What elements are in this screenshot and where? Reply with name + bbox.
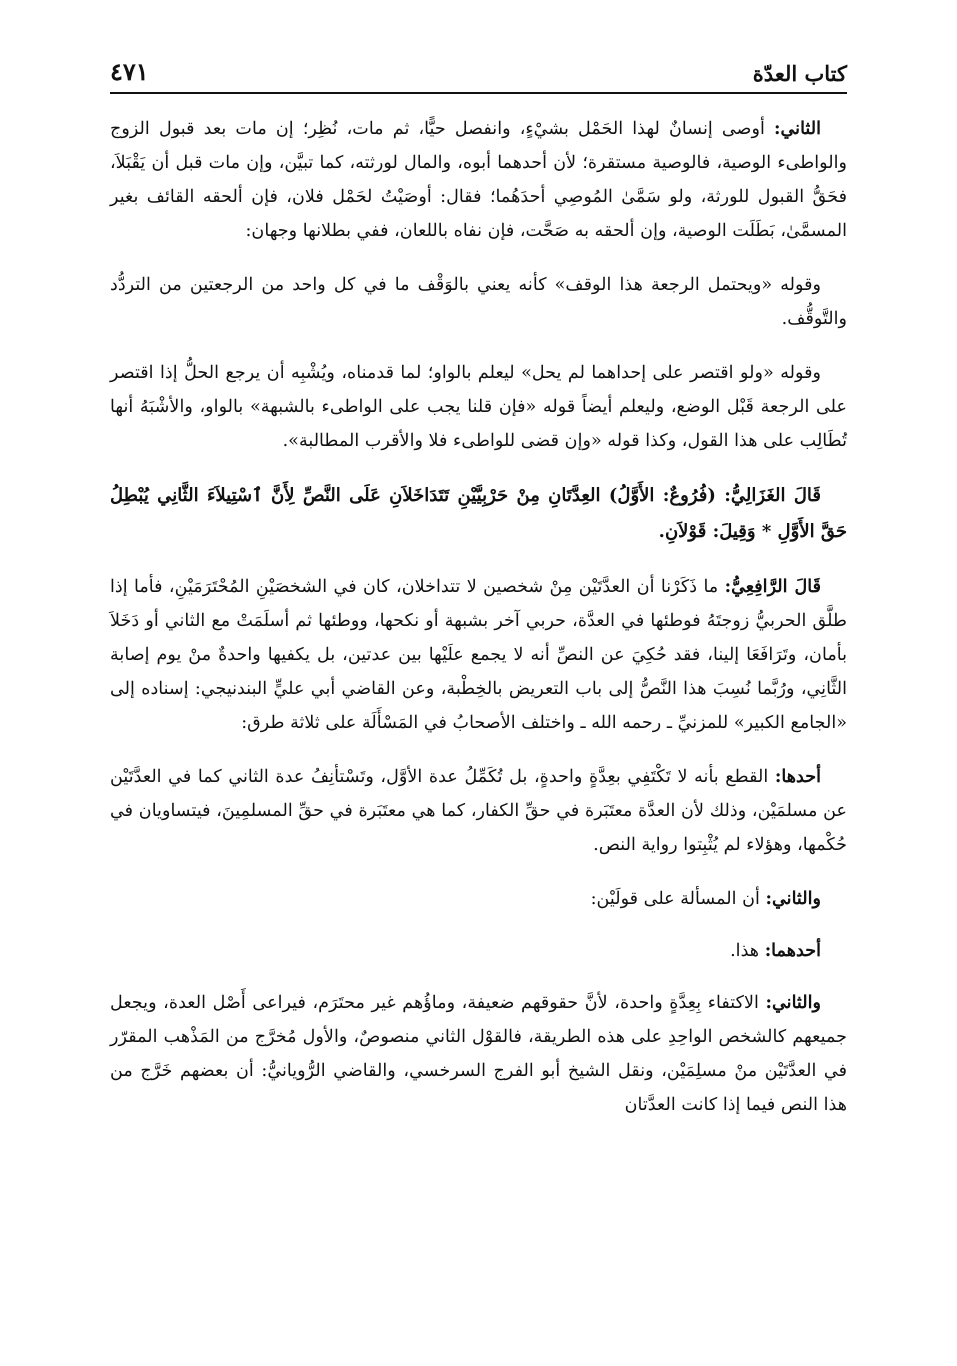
running-header — [110, 48, 847, 94]
paragraph-2: وقوله «ويحتمل الرجعة هذا الوقف» كأنه يعني بالوَقْف ما في كل واحد من الرجعتين من التردُّد والتَّوقُّف. — [110, 275, 847, 329]
paragraph-4-text: ما ذَكَرْنا أن العدَّتَيْن مِنْ شخصين لا تتداخلان، كان في الشخصَيْنِ المُحْتَرَمَيْنِ، فأما إذا طلَّق الحربيُّ زوجتَهُ فوطئها في العدَّة، حربي آخر بشبهة أو نكحها، ووطئها ثم أسلَمَتْ مع الثاني أو دَخَلاَ بأمان، وتَرَافَعَا إلينا، فقد حُكِيَ عن النصِّ أنه لا يجمع علَيْها بين عدتين، بل يكفيها واحدةٌ منْ يوم إصابة الثَّانِي، ورُبَّما نُسِبَ هذا النَّصُّ إلى باب التعريض بالخِطْبة، وعن القاضي أبي عليٍّ البندنيجي: إسناده إلى «الجامع الكبير» للمزنيِّ ـ رحمه الله ـ واختلف الأصحابُ في المَسْأَلَة على ثلاثة طرق: — [110, 577, 847, 733]
paragraph-5-text: القطع بأنه لا تَكْتَفِي بعِدَّةٍ واحدةٍ، بل تُكَمِّلُ عدة الأوَّل، وتَسْتأنِفُ عدة الثاني كما في العدَّتَيْن عن مسلمَيْن، وذلك لأن العدَّة معتَبَرة في حقِّ الكفار، كما هي معتَبَرة في حقِّ المسلمِينَ، فيتساويان في حُكْمها، وهؤلاء لم يُثْبِتوا رواية النص. — [110, 767, 847, 855]
paragraph-1 — [110, 112, 847, 248]
paragraph-4-label: قَالَ الرَّافِعِيُّ: — [724, 576, 821, 597]
page-number: ٤٧١ — [110, 57, 149, 86]
paragraph-3: وقوله «ولو اقتصر على إحداهما لم يحل» ليعلم بالواو؛ لما قدمناه، ويُشْبِه أن يرجع الحلُّ إذا اقتصر على الرجعة قَبْل الوضع، وليعلم أيضاً قوله «فإن قلنا يجب على الواطىء بالشبهة» بالواو، والأشْبَهُ أنها تُطَالِب على هذا القول، وكذا قوله «وإن قضى للواطىء فلا والأقرب المطالبة». — [110, 363, 847, 451]
matn-text: (فُرُوعٌ: الأَوَّلُ) العِدَّتَانِ مِنْ حَرْبِيَّيْنِ تَتَدَاخَلاَنِ عَلَى النَّصِّ لِأَنَّ ٱسْتِيلاَءَ الثَّانِي يُبْطِلُ حَقَّ الأَوَّلِ * وَقِيلَ: قَوْلاَنِ. — [110, 485, 847, 542]
paragraph-7-text: هذا. — [730, 941, 765, 961]
paragraph-6-label: والثاني: — [765, 888, 821, 909]
paragraph-5 — [110, 760, 847, 862]
paragraph-8 — [110, 986, 847, 1122]
matn-paragraph — [110, 478, 847, 550]
paragraph-8-text: الاكتفاء بِعِدَّةٍ واحدة، لأنَّ حقوقهم ضعيفة، وماؤُهم غير محتَرَم، فيراعى أَصْل العدة، ويجعل جميعهم كالشخص الواحِدِ على هذه الطريقة، فالقوْل الثاني منصوصٌ، والأول مُخرَّج من المَذْهب المقرّر في العدَّتَيْن منْ مسلِمَيْن، ونقل الشيخ أبو الفرج السرخسي، والقاضي الرُّويانيُّ: أن بعضهم خَرَّج من هذا النص فيما إذا كانت العدَّتان — [110, 993, 847, 1115]
paragraph-5-label: أحدها: — [774, 766, 821, 787]
paragraph-6-text: أن المسألة على قولَيْن: — [590, 889, 766, 909]
paragraph-1-text: أوصى إنسانٌ لهذا الحَمْل بشيْءٍ، وانفصل حيًّا، ثم مات، نُظِر؛ إن مات بعد قبول الزوج والواطىء الوصية، فالوصية مستقرة؛ لأن أحدهما أبوه، والمال لورثته، كما تبيَّن، وإن مات قبل أن يَقْبَلاَ، فحَقُّ القبول للورثة، ولو سَمَّىٰ المُوصِي أحدَهُما؛ فقال: أوصَيْتُ لحَمْل فلان، فإن ألحقه القائف بغير المسمَّىٰ، بَطَلَت الوصية، وإن ألحقه به صَحَّت، فإن نفاه باللعان، ففي بطلانها وجهان: — [110, 119, 847, 241]
paragraph-7-label: أحدهما: — [764, 940, 821, 961]
book-title: كتاب العدّة — [752, 61, 847, 86]
paragraph-4 — [110, 570, 847, 740]
matn-label: قَالَ الغَزَالِيُّ: — [724, 485, 821, 506]
paragraph-7 — [110, 934, 847, 968]
paragraph-8-label: والثاني: — [765, 992, 821, 1013]
paragraph-1-label: الثاني: — [774, 118, 821, 139]
paragraph-6 — [110, 882, 847, 916]
